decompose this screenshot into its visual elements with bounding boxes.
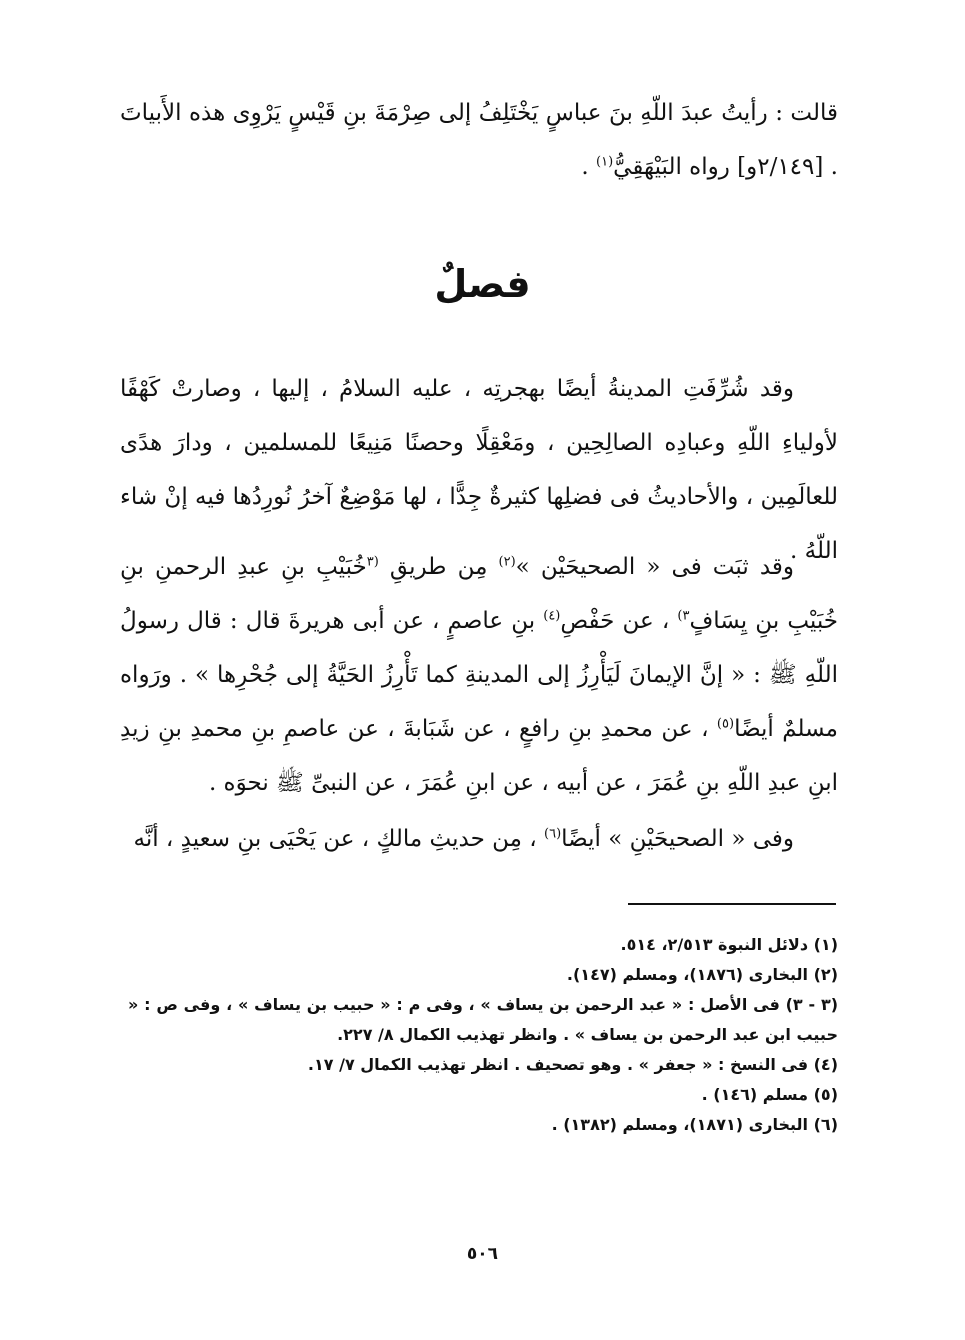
p2-text-c: خُبَيْبِ بنِ عبدِ الرحمنِ بنِ خُبَيْبِ بنِ يِسَافٍ bbox=[120, 554, 839, 634]
footnote-ref-1: (١) bbox=[596, 154, 614, 170]
footnotes bbox=[128, 930, 838, 1140]
paragraph-2 bbox=[120, 540, 838, 810]
p2-text-d: ، عن حَفْصِ bbox=[560, 608, 678, 634]
footnote-5: (٥) مسلم (١٤٦) . bbox=[701, 1085, 838, 1104]
footnote-ref-3-close: ٣) bbox=[677, 608, 690, 624]
p3-text-b: ، مِن حديثِ مالكٍ ، عن يَحْيَى بنِ سعيدٍ ، أنَّه bbox=[133, 826, 545, 852]
footnote-4: (٤) فى النسخ : « جعفر » . وهو تصحيف . انظر تهذيب الكمال ٧/ ١٧. bbox=[307, 1055, 838, 1074]
intro-end: . bbox=[581, 154, 597, 180]
paragraph-1: وقد شُرِّفَتِ المدينةُ أيضًا بهجرتِه ، عليه السلامُ ، إليها ، وصارتْ كَهْفًا لأولياءِ اللّهِ وعبادِه الصالِحِين ، ومَعْقِلًا وحصنًا مَنِيعًا للمسلمين ، ودارَ هدًى للعالَمِين ، والأحاديثُ فى فضلِها كثيرةٌ جِدًّا ، لها مَوْضِعٌ آخرُ نُورِدُها فيه إنْ شاء اللّهُ . bbox=[120, 376, 838, 564]
footnote-2: (٢) البخارى (١٨٧٦)، ومسلم (١٤٧). bbox=[566, 965, 838, 984]
footnote-ref-2: (٢) bbox=[498, 554, 516, 570]
footnote-ref-6: (٦) bbox=[544, 826, 562, 842]
footnote-3: (٣ - ٣) فى الأصل : « عبد الرحمن بن يساف » ، وفى م : « حبيب بن يساف » ، وفى ص : « حبيب ابن عبد الرحمن بن يساف » . وانظر تهذيب الكمال ٨/ ٢٢٧. bbox=[128, 995, 839, 1044]
footnote-separator bbox=[628, 903, 836, 905]
footnote-1: (١) دلائل النبوة ٢/٥١٣، ٥١٤. bbox=[620, 935, 838, 954]
p2-text-f: ، عن محمدِ بنِ رافعٍ ، عن شَبَابةَ ، عن عاصمِ بنِ محمدِ بنِ زيدِ ابنِ عبدِ اللّهِ بنِ عُمَرَ ، عن أبيه ، عن ابنِ عُمَرَ ، عن النبىِّ ﷺ نحوَه . bbox=[120, 716, 838, 796]
p2-text-a: وقد ثبَت فى « الصحيحَيْن » bbox=[515, 554, 795, 580]
p2-text-b: مِن طريقِ bbox=[378, 554, 499, 580]
footnote-ref-4: (٤) bbox=[543, 608, 561, 624]
section-heading: فصلٌ bbox=[434, 262, 531, 306]
paragraph-3 bbox=[120, 812, 838, 866]
footnote-6: (٦) البخارى (١٨٧١)، ومسلم (١٣٨٢) . bbox=[551, 1115, 838, 1134]
page-number: ٥٠٦ bbox=[466, 1244, 499, 1264]
p3-text-a: وفى « الصحيحَيْنِ » أيضًا bbox=[561, 826, 794, 852]
footnote-ref-5: (٥) bbox=[716, 716, 735, 732]
p2-text-e: بنِ عاصمٍ ، عن أبى هريرةَ قال : قال رسولُ اللّهِ ﷺ : « إنَّ الإيمانَ لَيَأْرِزُ إلى المدينةِ كما تَأْرِزُ الحَيَّةُ إلى جُحْرِها » . ورَواه مسلمٌ أيضًا bbox=[120, 608, 838, 742]
intro-sentence: قالت : رأيتُ عبدَ اللّهِ بنَ عباسٍ يَخْتَلِفُ إلى صِرْمَةَ بنِ قَيْسٍ يَرْوِى هذه الأَبياتَ . [٢/١٤٩و] رواه البَيْهَقِيُّ bbox=[120, 100, 838, 180]
footnote-ref-3-open: (٣ bbox=[366, 554, 379, 570]
intro-text bbox=[120, 86, 838, 194]
